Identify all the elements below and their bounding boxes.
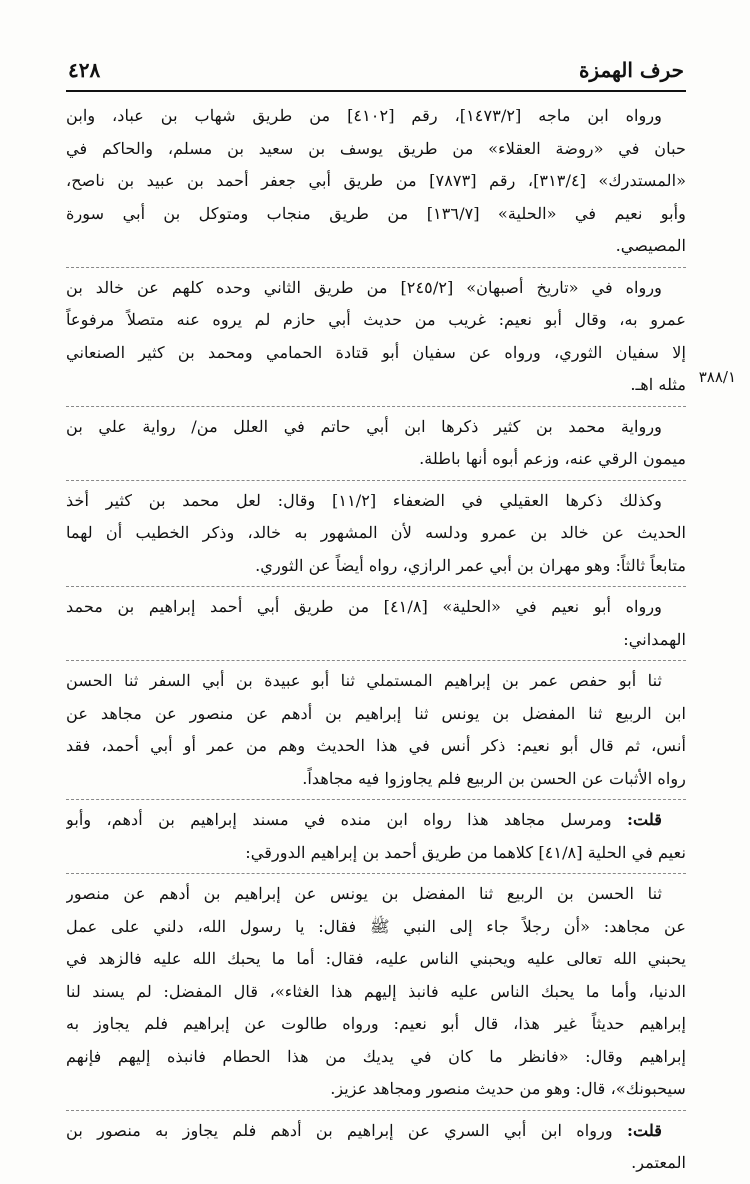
text-line: قلت: ورواه ابن أبي السري عن إبراهيم بن أدهم فلم يجاوز به منصور بن [66,1120,662,1140]
text-line: أنس، ثم قال أبو نعيم: ذكر أنس في هذا الحديث وهم من عمر أو أبي أحمد، فقد [66,736,686,755]
divider [66,660,686,661]
paragraph [66,100,686,263]
text-line: سيحبونك»، قال: وهو من حديث منصور ومجاهد عزيز. [330,1079,686,1098]
page-number: ٤٢٨ [68,58,101,82]
paragraph [66,411,686,476]
text-line: ورواه ابن ماجه [١٤٧٣/٢]، رقم [٤١٠٢] من طريق شهاب بن عباد، وابن [66,106,662,125]
paragraph [66,665,686,795]
divider [66,480,686,481]
page-header [66,52,686,92]
text-line: ثنا أبو حفص عمر بن إبراهيم المستملي ثنا أبو عبيدة بن أبي السفر ثنا الحسن [66,671,662,690]
paragraph [66,272,686,402]
text-line: ورواية محمد بن كثير ذكرها ابن أبي حاتم في العلل من/ رواية علي بن [66,416,662,436]
text-line: ورواه في «تاريخ أصبهان» [٢٤٥/٢] من طريق الثاني وحده كلهم عن خالد بن [66,277,662,297]
divider [66,873,686,874]
text-line: ثنا الحسن بن الربيع ثنا المفضل بن يونس عن إبراهيم بن أدهم عن منصور [66,884,662,903]
text-line: عمرو به، وقال أبو نعيم: غريب من حديث أبي حازم لم يروه عنه متصلاً مرفوعاً [66,310,686,329]
text-line: «المستدرك» [٣١٣/٤]، رقم [٧٨٧٣] من طريق أبي جعفر أحمد بن عبيد بن ناصح، [66,171,686,190]
text-line: مثله اهـ. [630,375,686,394]
text-line: الهمداني: [623,629,686,649]
text-line: ابن الربيع ثنا المفضل بن يونس ثنا إبراهيم بن أدهم عن منصور عن مجاهد عن [66,703,686,723]
divider [66,586,686,587]
text-line: الدنيا، وأما ما يحبك الناس عليه فانبذ إليهم هذا الغثاء»، قال المفضل: لم يسند لنا [66,981,686,1001]
paragraph [66,485,686,583]
text-line: المعتمر. [631,1153,686,1172]
text-line: حبان في «روضة العقلاء» من طريق يوسف بن سعيد بن مسلم، والحاكم في [66,138,686,158]
divider [66,267,686,268]
text-line: وكذلك ذكرها العقيلي في الضعفاء [١١/٢] وقال: لعل محمد بن كثير أخذ [66,490,662,510]
chapter-title: حرف الهمزة [578,58,684,82]
text-line: إبراهيم حديثاً غير هذا، قال أبو نعيم: ورواه طالوت عن إبراهيم فلم يجاوز به [66,1014,686,1033]
paragraph [66,804,686,869]
divider [66,1110,686,1111]
text-line: قلت: ومرسل مجاهد هذا رواه ابن منده في مسند إبراهيم بن أدهم، وأبو [66,810,662,829]
margin-reference: ٣٨٨/١ [698,368,736,386]
paragraph [66,591,686,656]
paragraph [66,878,686,1106]
text-line: المصيصي. [615,236,686,255]
divider [66,406,686,407]
text-line: وأبو نعيم في «الحلية» [١٣٦/٧] من طريق منجاب ومتوكل بن أبي سورة [66,203,686,223]
text-line: ميمون الرقي عنه، وزعم أبوه أنها باطلة. [419,449,686,468]
text-line: ورواه أبو نعيم في «الحلية» [٤١/٨] من طريق أبي أحمد إبراهيم بن محمد [66,597,662,616]
keyword-qult: قلت: [627,810,662,829]
text-line: عن مجاهد: «أن رجلاً جاء إلى النبي ﷺ فقال: يا رسول الله، دلني على عمل [66,916,686,936]
text-line: إبراهيم وقال: «فانظر ما كان في يديك من هذا الحطام فانبذه إليهم فإنهم [66,1046,686,1066]
divider [66,799,686,800]
text-line: متابعاً ثالثاً: وهو مهران بن أبي عمر الرازي، رواه أيضاً عن الثوري. [255,555,686,575]
paragraph [66,1115,686,1180]
body-text [66,100,686,1184]
text-line: الحديث عن خالد بن عمرو ودلسه لأن المشهور به خالد، وذكر الخطيب أن لهما [66,523,686,542]
text-line: نعيم في الحلية [٤١/٨] كلاهما من طريق أحمد بن إبراهيم الدورقي: [245,842,686,862]
text-line: يحبني الله تعالى عليه ويحبني الناس عليه، فقال: أما ما يحبك الله عليه فالزهد في [66,949,686,968]
text-line: إلا سفيان الثوري، ورواه عن سفيان أبو قتادة الحمامي ومحمد بن كثير الصنعاني [66,342,686,362]
keyword-qult: قلت: [627,1120,662,1140]
text-line: رواه الأثبات عن الحسن بن الربيع فلم يجاوزوا فيه مجاهداً. [302,768,686,788]
